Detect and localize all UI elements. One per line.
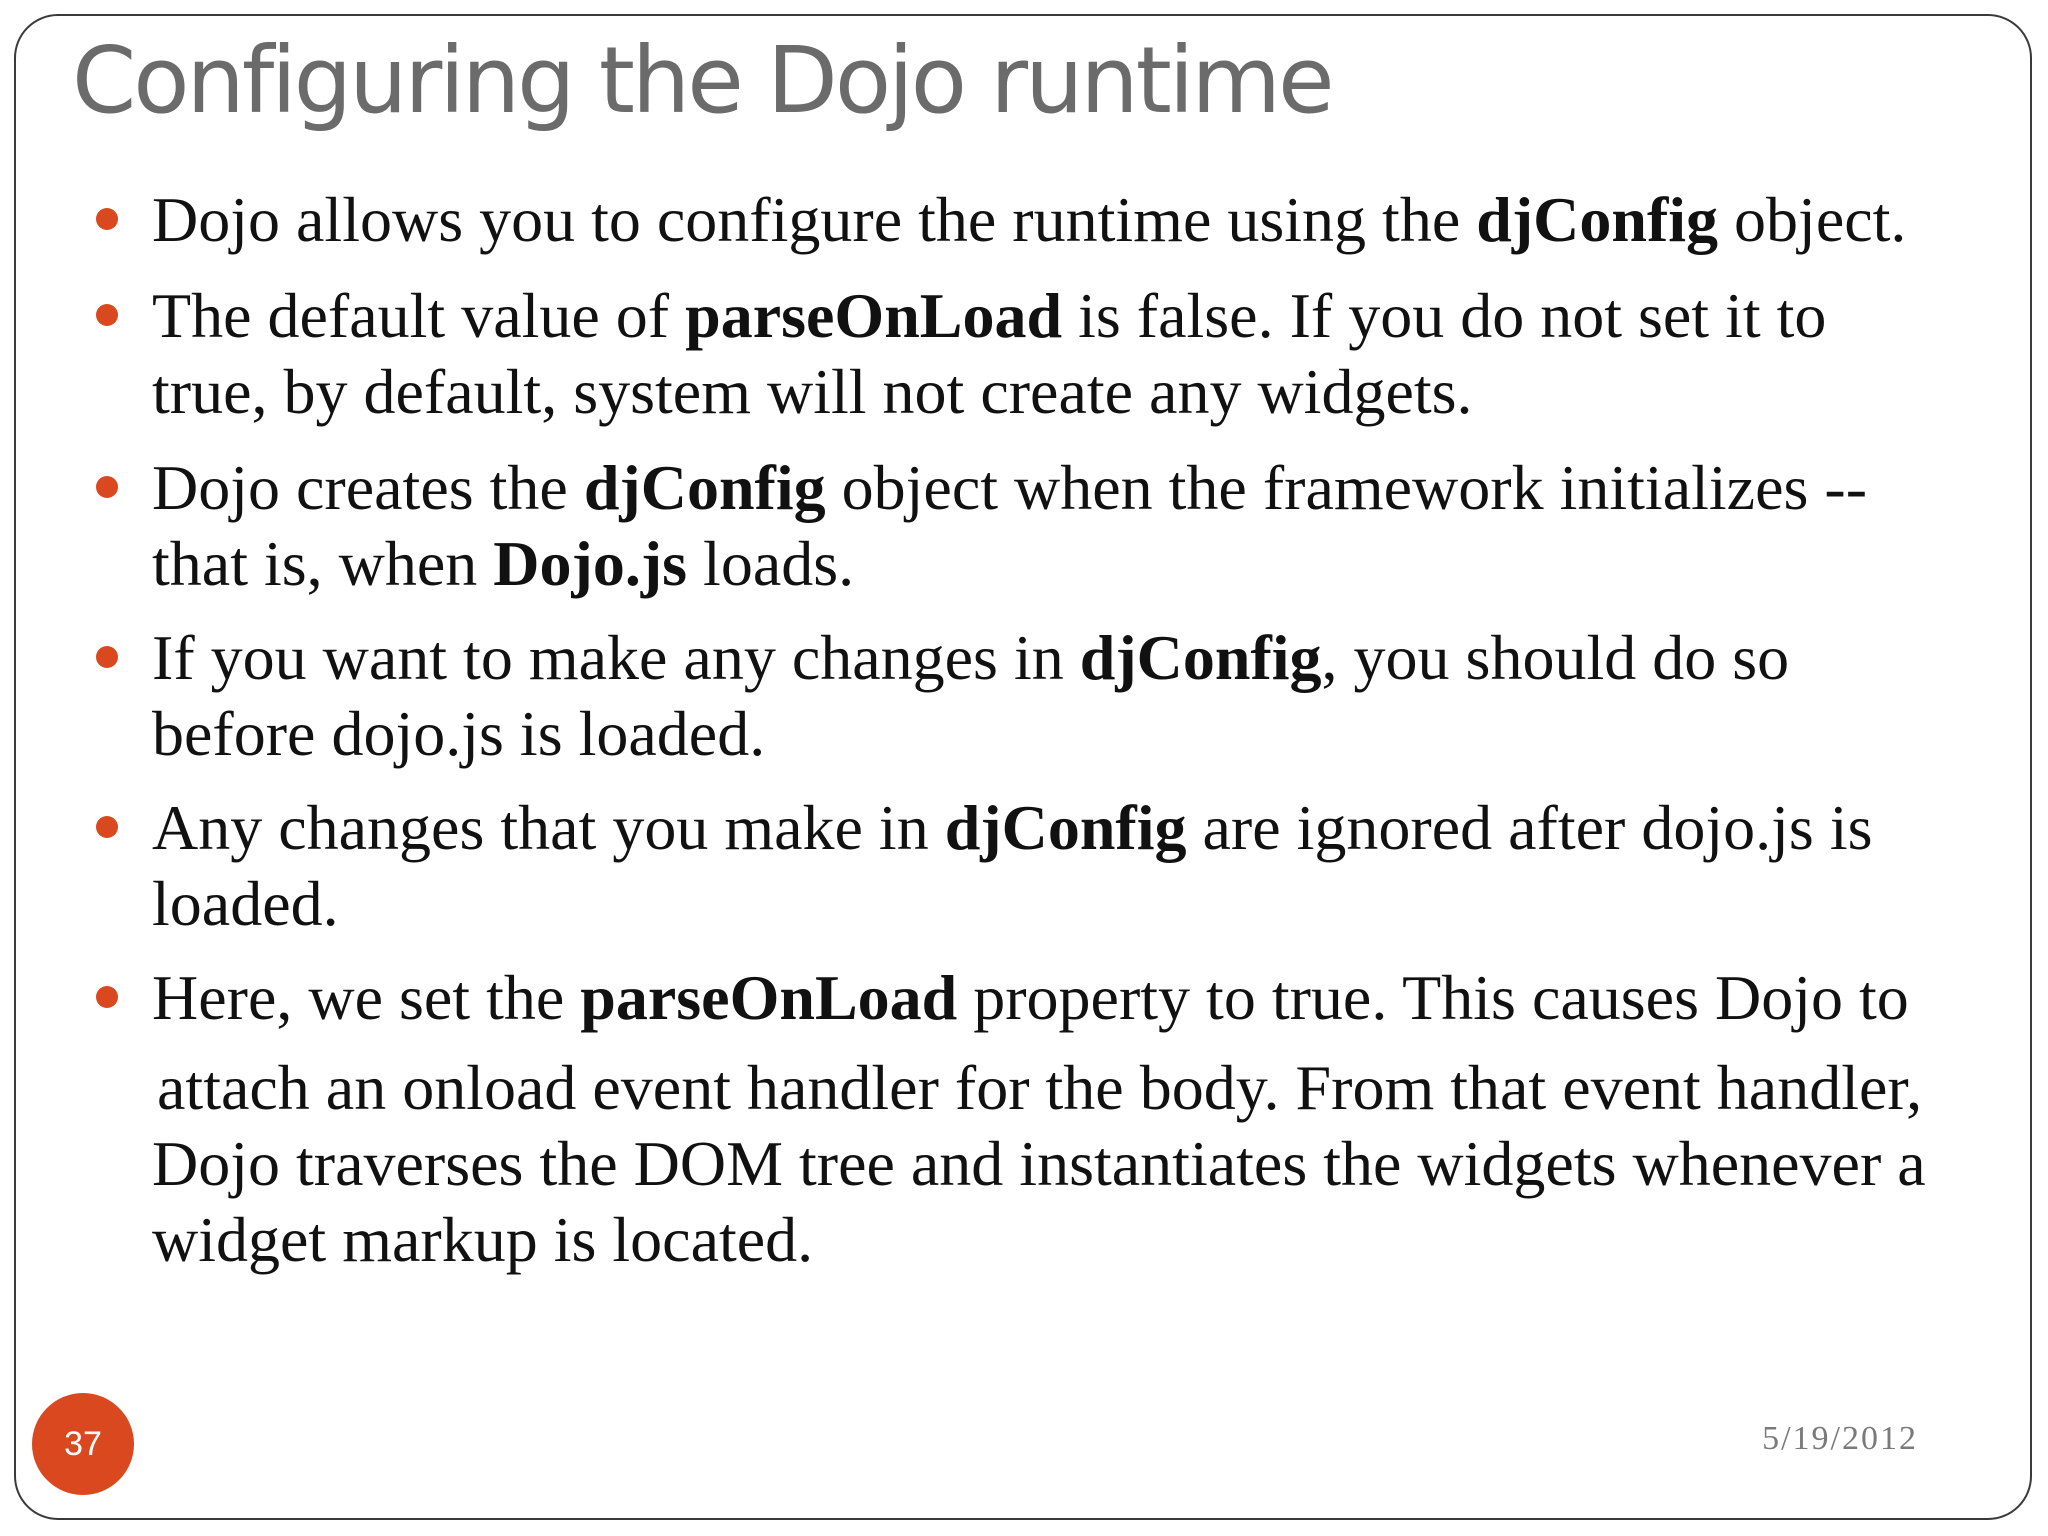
text-run: Any changes that you make in: [152, 792, 945, 863]
text-run: are ignored after dojo.js is: [1186, 792, 1873, 863]
bold-term: djConfig: [583, 452, 826, 523]
slide-number-badge: 37: [32, 1393, 134, 1495]
bullet-dot-icon: [96, 646, 118, 668]
text-run: before dojo.js is loaded.: [152, 698, 766, 769]
text-run: , you should do so: [1321, 622, 1790, 693]
text-run: true, by default, system will not create any widgets.: [152, 356, 1473, 427]
bullet-item: [96, 180, 2040, 260]
bullet-item: [96, 958, 2040, 1280]
bullet-line: [157, 1048, 1922, 1128]
slide-title: Configuring the Dojo runtime: [72, 27, 1332, 134]
text-run: If you want to make any changes in: [152, 622, 1080, 693]
text-run: Dojo traverses the DOM tree and instantiates the widgets whenever a: [152, 1128, 1926, 1199]
bullet-line: [152, 958, 1909, 1038]
text-run: property to true. This causes Dojo to: [957, 962, 1909, 1033]
text-run: that is, when: [152, 528, 494, 599]
bold-term: Dojo.js: [493, 528, 688, 599]
bullet-dot-icon: [96, 208, 118, 230]
bold-term: parseOnLoad: [580, 962, 958, 1033]
text-run: loads.: [687, 528, 855, 599]
text-run: object.: [1718, 184, 1907, 255]
bullet-line: [152, 448, 1867, 528]
bullet-line: [152, 1124, 1926, 1204]
bullet-item: [96, 618, 2040, 774]
slide-date: 5/19/2012: [1762, 1420, 1918, 1457]
text-run: The default value of: [152, 280, 686, 351]
bold-term: djConfig: [1079, 622, 1322, 693]
text-run: widget markup is located.: [152, 1204, 814, 1275]
text-run: loaded.: [152, 868, 339, 939]
bullet-line: [152, 524, 854, 604]
bullet-item: [96, 276, 2040, 432]
bullet-line: [152, 694, 765, 774]
bullet-line: [152, 180, 1906, 260]
text-run: Here, we set the: [152, 962, 581, 1033]
bullet-line: [152, 1200, 813, 1280]
text-run: Dojo creates the: [152, 452, 584, 523]
bullet-dot-icon: [96, 986, 118, 1008]
bullet-item: [96, 448, 2040, 604]
bullet-dot-icon: [96, 476, 118, 498]
bullet-line: [152, 352, 1473, 432]
bullet-line: [152, 618, 1789, 698]
bullet-line: [152, 788, 1873, 868]
text-run: is false. If you do not set it to: [1062, 280, 1827, 351]
bold-term: djConfig: [944, 792, 1187, 863]
bullet-dot-icon: [96, 816, 118, 838]
bold-term: djConfig: [1476, 184, 1719, 255]
text-run: attach an onload event handler for the body. From that event handler,: [157, 1052, 1923, 1123]
bullet-line: [152, 276, 1826, 356]
bullet-line: [152, 864, 339, 944]
bullet-dot-icon: [96, 304, 118, 326]
text-run: Dojo allows you to configure the runtime using the: [152, 184, 1477, 255]
bold-term: parseOnLoad: [685, 280, 1063, 351]
bullet-item: [96, 788, 2040, 944]
text-run: object when the framework initializes --: [825, 452, 1867, 523]
